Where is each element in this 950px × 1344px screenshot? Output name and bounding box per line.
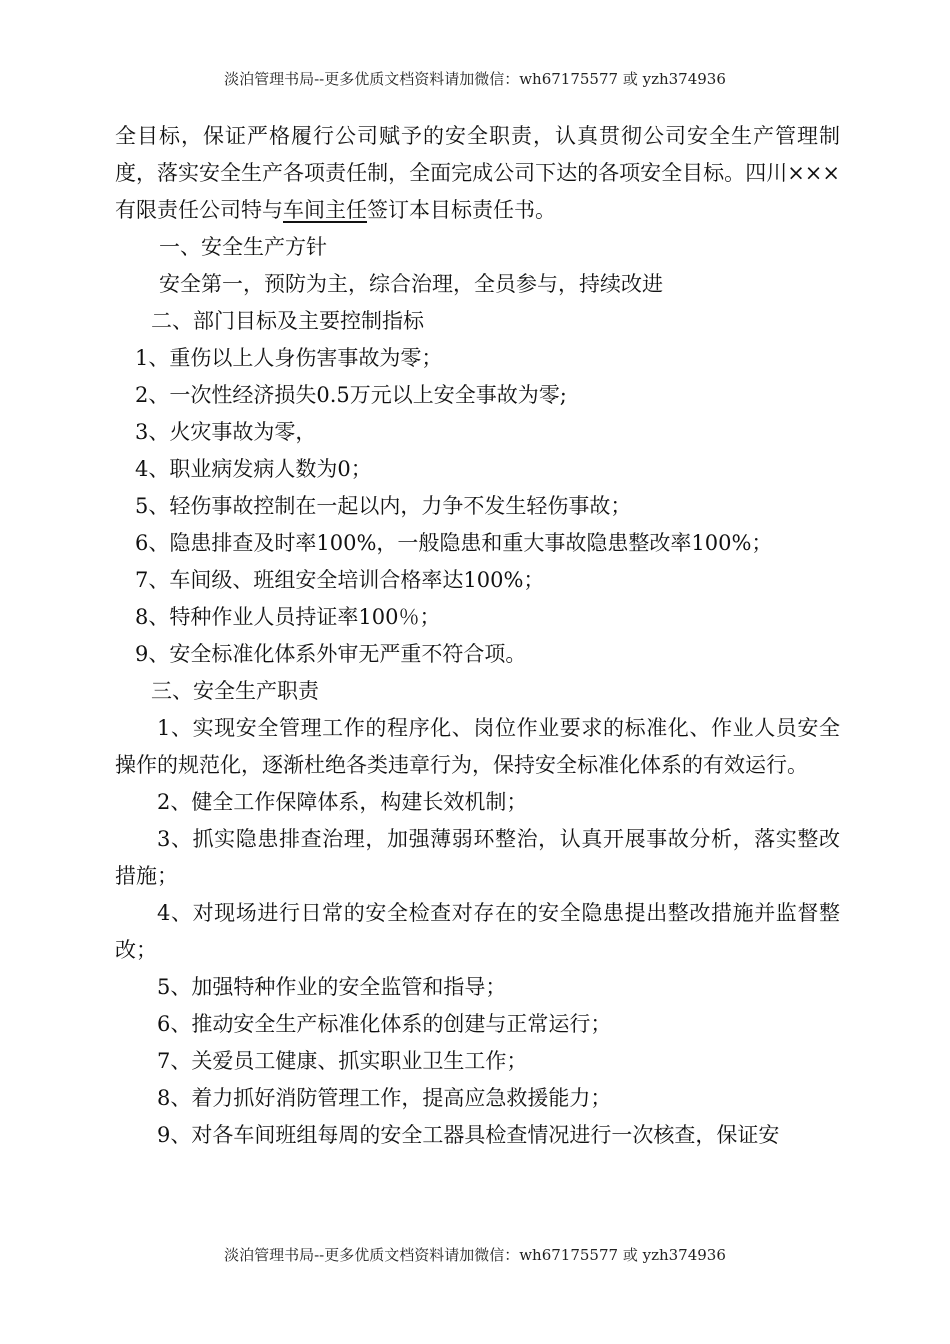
target-item: 7、车间级、班组安全培训合格率达100%； <box>135 568 545 592</box>
intro-text-after: 签订本目标责任书。 <box>367 198 556 222</box>
duty-item: 5、加强特种作业的安全监管和指导； <box>157 975 507 999</box>
target-item: 3、火灾事故为零， <box>135 420 317 444</box>
page-header: 淡泊管理书局--更多优质文档资料请加微信：wh67175577 或 yzh374936 <box>224 70 726 88</box>
target-item: 1、重伤以上人身伤害事故为零； <box>135 346 443 370</box>
duty-item: 1、实现安全管理工作的程序化、岗位作业要求的标准化、作业人员安全操作的规范化，逐渐杜绝各类违章行为，保持安全标准化体系的有效运行。 <box>115 716 840 777</box>
target-item: 8、特种作业人员持证率100％； <box>135 605 441 629</box>
intro-underlined-role: 车间主任 <box>283 198 367 222</box>
section1-heading: 一、安全生产方针 <box>159 235 327 259</box>
duty-item: 4、对现场进行日常的安全检查对存在的安全隐患提出整改措施并监督整改； <box>115 901 840 962</box>
target-item: 4、职业病发病人数为0； <box>135 457 372 481</box>
document-body <box>115 118 840 1154</box>
target-item: 2、一次性经济损失0.5万元以上安全事故为零; <box>135 383 567 407</box>
duty-item: 2、健全工作保障体系，构建长效机制； <box>157 790 528 814</box>
page-footer: 淡泊管理书局--更多优质文档资料请加微信：wh67175577 或 yzh374936 <box>224 1246 726 1264</box>
intro-text-before: 全目标，保证严格履行公司赋予的安全职责，认真贯彻公司安全生产管理制度，落实安全生产各项责任制，全面完成公司下达的各项安全目标。四川×××有限责任公司特与 <box>115 124 840 222</box>
section2-heading: 二、部门目标及主要控制指标 <box>151 309 424 333</box>
target-item: 5、轻伤事故控制在一起以内，力争不发生轻伤事故； <box>135 494 632 518</box>
section1-policy: 安全第一，预防为主，综合治理，全员参与，持续改进 <box>159 272 663 296</box>
duty-item: 3、抓实隐患排查治理，加强薄弱环整治，认真开展事故分析，落实整改措施； <box>115 827 840 888</box>
duty-item: 7、关爱员工健康、抓实职业卫生工作； <box>157 1049 528 1073</box>
duty-item: 6、推动安全生产标准化体系的创建与正常运行； <box>157 1012 612 1036</box>
duty-item: 8、着力抓好消防管理工作，提高应急救援能力； <box>157 1086 612 1110</box>
intro-paragraph <box>115 118 840 229</box>
target-item: 6、隐患排查及时率100%，一般隐患和重大事故隐患整改率100%； <box>135 531 773 555</box>
section3-heading: 三、安全生产职责 <box>151 679 319 703</box>
duty-item: 9、对各车间班组每周的安全工器具检查情况进行一次核查，保证安 <box>157 1123 780 1147</box>
target-item: 9、安全标准化体系外审无严重不符合项。 <box>135 642 527 666</box>
